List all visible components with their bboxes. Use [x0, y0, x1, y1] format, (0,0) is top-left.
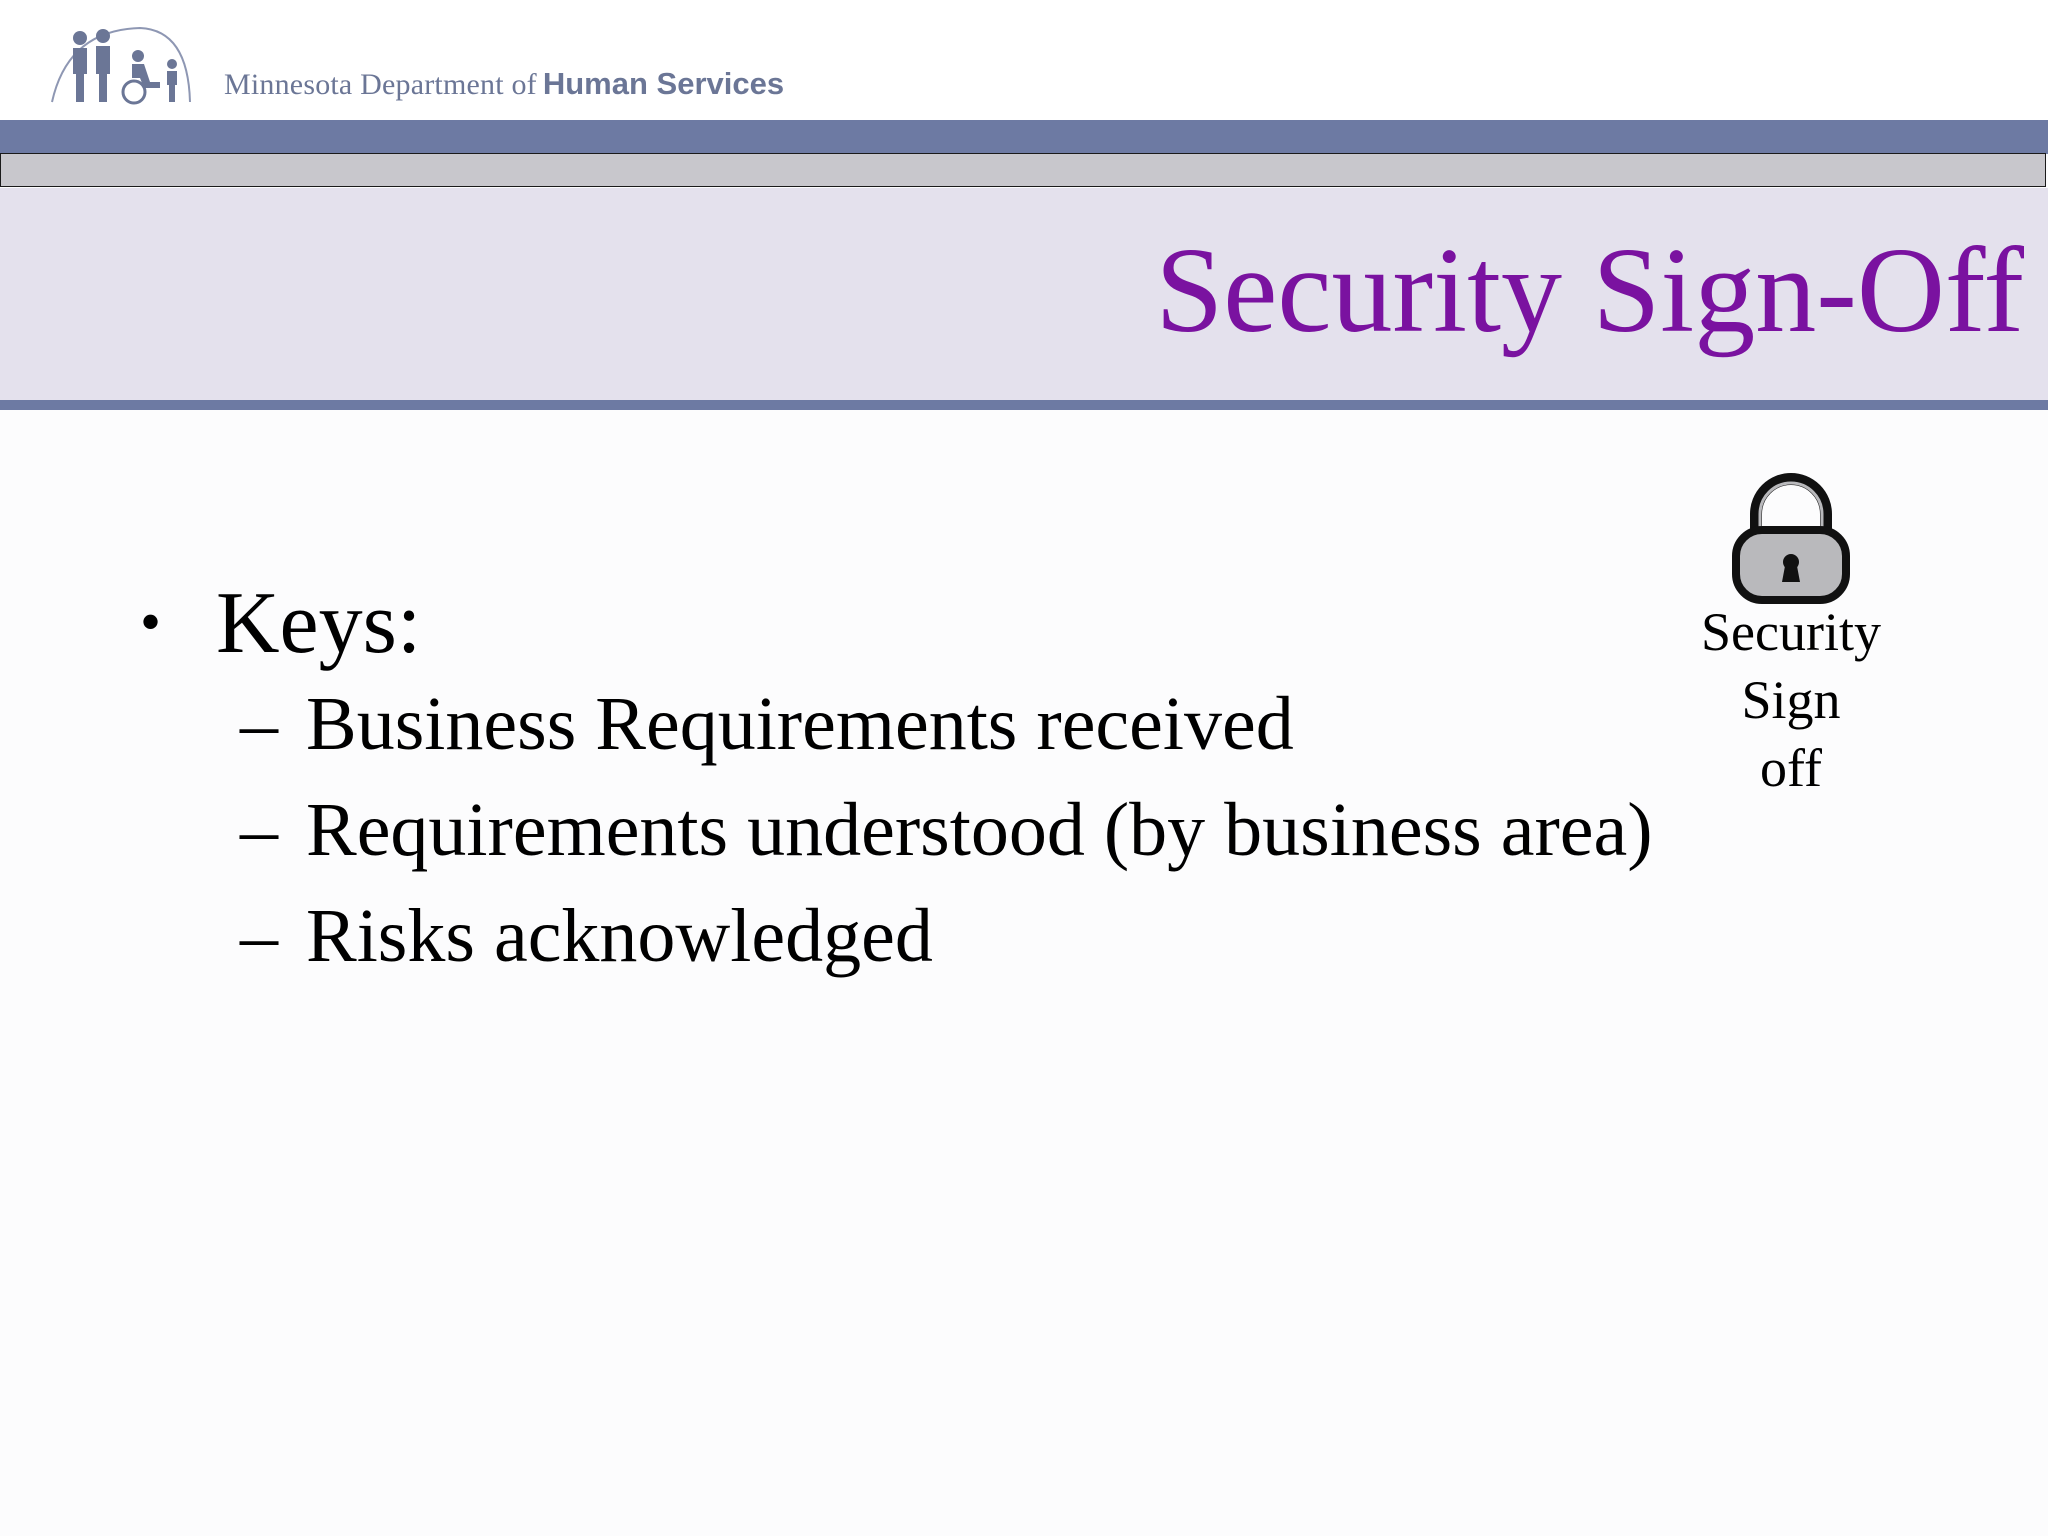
security-badge-label-line: Security [1701, 602, 1881, 662]
sub-bullet-marker: – [240, 788, 278, 872]
security-badge [1680, 470, 1902, 802]
sub-bullet-item [240, 788, 1700, 898]
sub-bullet-text: Requirements understood (by business area) [306, 788, 1653, 872]
sub-bullet-text: Business Requirements received [306, 682, 1294, 766]
sub-bullet-list [140, 682, 1700, 1004]
sub-bullet-marker: – [240, 682, 278, 766]
slide-title: Security Sign-Off [1155, 223, 2024, 358]
header [0, 0, 2048, 120]
security-badge-label [1680, 598, 1902, 802]
sub-bullet-text: Risks acknowledged [306, 894, 933, 978]
sub-bullet-marker: – [240, 894, 278, 978]
bullet-text: Keys: [216, 575, 422, 672]
security-badge-label-line: off [1760, 738, 1822, 798]
family-logo-icon [48, 24, 194, 106]
organization-name [224, 66, 784, 102]
organization-name-strong: Human Services [542, 66, 785, 101]
title-divider [0, 400, 2048, 410]
header-band-gray [0, 153, 2046, 187]
lock-icon [1730, 470, 1852, 606]
sub-bullet-item [240, 894, 1700, 1004]
bullet-marker: • [140, 589, 162, 655]
sub-bullet-item [240, 682, 1700, 792]
bullet-list [140, 575, 1700, 1004]
organization-name-prefix: Minnesota Department of [224, 68, 537, 101]
security-badge-label-line: Sign [1741, 670, 1841, 730]
bullet-item [140, 575, 1700, 680]
header-band-blue [0, 120, 2048, 154]
